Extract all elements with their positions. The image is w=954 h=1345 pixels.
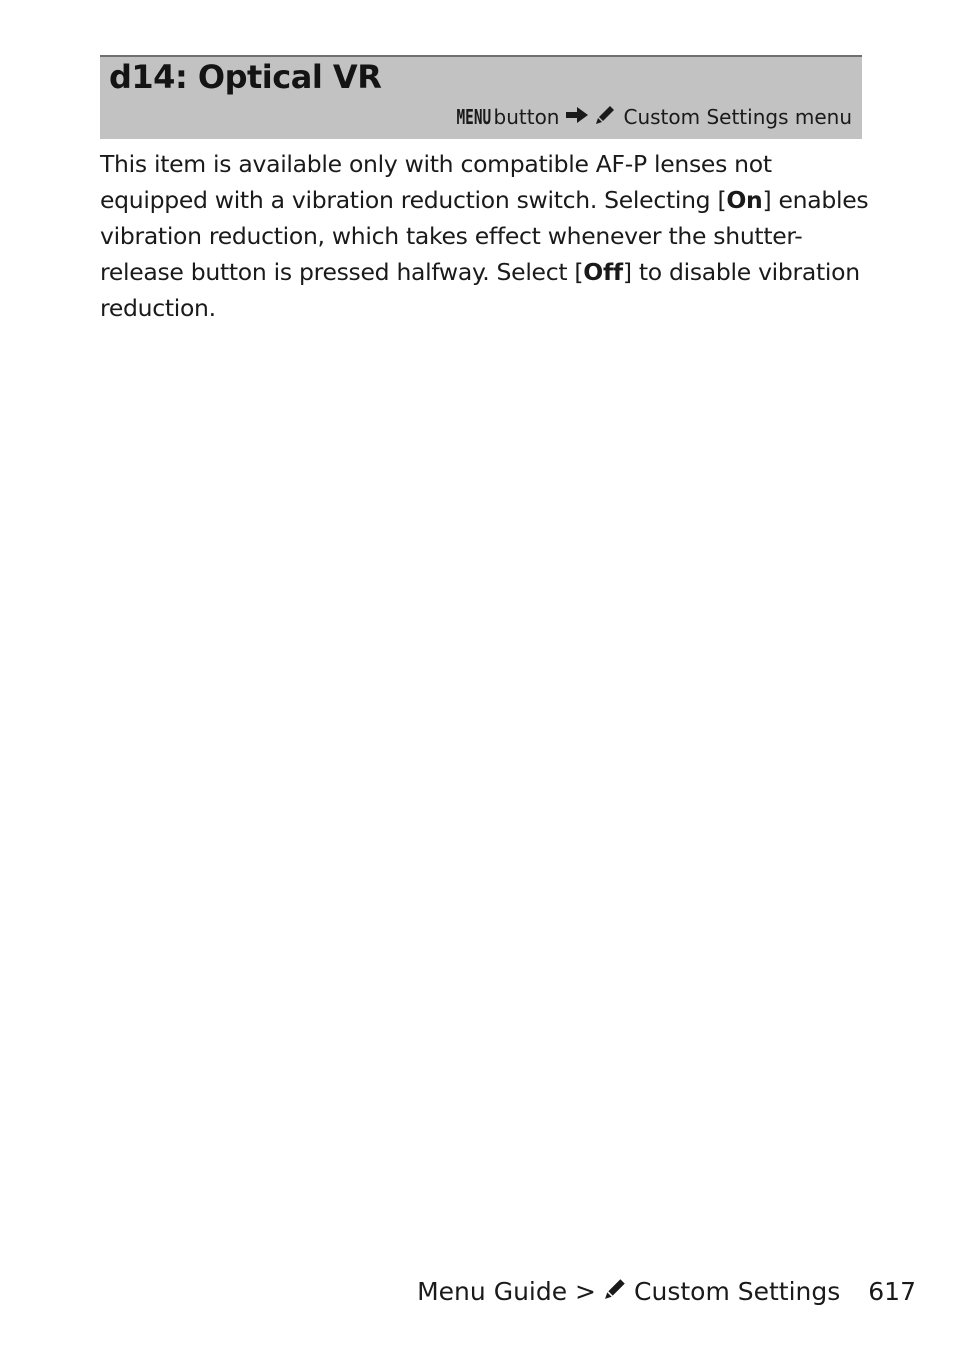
page-title: d14: Optical VR [109, 58, 382, 96]
section-header [100, 55, 862, 139]
body-text-part: This item is available only with compatible AF-P lenses not equipped with a vibration reduction switch. Selecting [ [100, 150, 772, 214]
button-label: button [493, 104, 560, 129]
right-arrow-icon [565, 105, 589, 129]
pencil-icon [595, 103, 617, 130]
option-off: Off [583, 258, 623, 286]
description-paragraph [100, 146, 870, 326]
menu-button-glyph: MENU [456, 104, 492, 129]
page-footer [417, 1276, 916, 1306]
footer-guide-link[interactable]: Menu Guide > [417, 1276, 597, 1306]
breadcrumb [443, 103, 852, 130]
page-number: 617 [868, 1276, 916, 1306]
body-text-part: ] to disable vibration reduction. [100, 258, 860, 322]
custom-settings-menu-label: Custom Settings menu [623, 104, 852, 129]
footer-section-link[interactable]: Custom Settings [634, 1276, 841, 1306]
pencil-icon [604, 1276, 628, 1306]
option-on: On [726, 186, 763, 214]
body-text-part: ] enables vibration reduction, which takes effect whenever the shutter-release button is pressed halfway. Select [ [100, 186, 869, 286]
